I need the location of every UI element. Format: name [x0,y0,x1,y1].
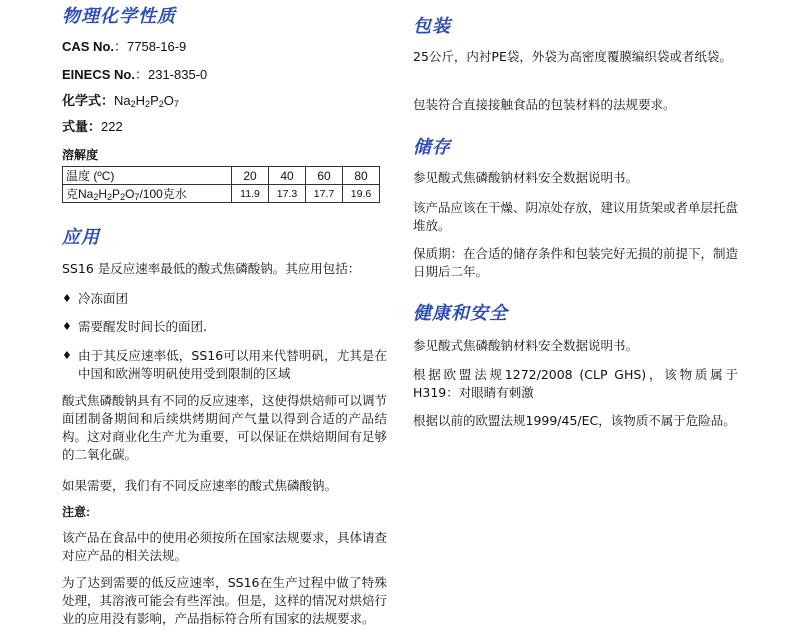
einecs-number-row [62,66,207,85]
einecs-label: EINECS No. [62,67,135,82]
solubility-table [62,166,380,203]
storage-text-1: 参见酸式焦磷酸钠材料安全数据说明书。 [413,170,639,185]
temp-cell: 60 [306,167,343,185]
formula-label: 化学式： [62,93,115,108]
safety-text-1: 参见酸式焦磷酸钠材料安全数据说明书。 [413,338,639,353]
diamond-bullet-icon: ♦ [62,320,72,333]
storage-shelf-life: 保质期：在合适的储存条件和包装完好无损的前提下，制造日期后二年。 [413,246,739,279]
temp-cell: 40 [269,167,306,185]
temp-cell: 20 [232,167,269,185]
heading-applications: 应用 [62,227,100,248]
cas-label: CAS No. [62,39,114,54]
temp-cell: 80 [343,167,380,185]
cas-number-row [62,38,186,57]
diamond-bullet-icon: ♦ [62,349,72,362]
mass-label: 式量： [62,119,102,134]
list-item [62,318,387,336]
mass-value: 222 [101,119,123,134]
safety-text-2: 根据欧盟法规1272/2008 (CLP GHS)，该物质属于H319：对眼睛有刺激 [413,367,738,400]
formula-value: $Na_2H_2P_2O_7$ [114,93,179,109]
diamond-bullet-icon: ♦ [62,292,72,305]
paragraph-reaction-rate: 酸式焦磷酸钠具有不同的反应速率，这使得烘焙师可以调节面团制备期间和后续烘烤期间产气量以得到合适的产品结构。这对商业化生产尤为重要，可以保证在烘焙期间有足够的二氧化碳。 [62,393,388,462]
solubility-title: 溶解度 [62,148,99,162]
cas-separator: ： [114,39,128,54]
heading-packaging: 包装 [413,16,451,37]
table-row [63,167,380,185]
heading-physical-chemical-properties: 物理化学性质 [62,6,176,27]
note-turbidity: 为了达到需要的低反应速率，SS16在生产过程中做了特殊处理，其溶液可能会有些浑浊。但是，这样的情况对烘焙行业的应用没有影响，产品指标符合所有国家的法规要求。 [62,575,388,626]
note-title: 注意: [62,505,90,519]
bullet-text: 冷冻面团 [78,291,129,306]
heading-health-safety: 健康和安全 [413,303,508,324]
packaging-text-1: 25公斤，内衬PE袋，外袋为高密度覆膜编织袋或者纸袋。 [413,49,732,64]
temperature-label-cell: 温度 (ºC) [63,167,232,185]
packaging-text-2: 包装符合直接接触食品的包装材料的法规要求。 [413,97,676,112]
solubility-unit-cell: 克$Na_2H_2P_2O_7/100$克水 [63,185,232,203]
safety-text-3: 根据以前的欧盟法规1999/45/EC，该物质不属于危险品。 [413,413,736,428]
solubility-value-cell: 11.9 [232,185,269,203]
list-item [62,347,387,383]
table-row [63,185,380,203]
application-intro: SS16 是反应速率最低的酸式焦磷酸钠。其应用包括： [62,261,361,276]
list-item [62,290,387,308]
solubility-value-cell: 17.3 [269,185,306,203]
einecs-separator: ： [134,67,148,82]
bullet-text: 需要醒发时间长的面团. [78,319,207,334]
einecs-value: 231-835-0 [147,67,208,82]
cas-value: 7758-16-9 [127,39,187,54]
paragraph-options: 如果需要，我们有不同反应速率的酸式焦磷酸钠。 [62,478,338,493]
solubility-value-cell: 17.7 [306,185,343,203]
heading-storage: 储存 [413,137,451,158]
note-regulation: 该产品在食品中的使用必须按所在国家法规要求，具体请查对应产品的相关法规。 [62,530,388,563]
bullet-text: 由于其反应速率低，SS16可以用来代替明矾，尤其是在中国和欧洲等明矾使用受到限制的区域 [78,348,387,381]
formula-row [62,92,179,113]
formula-mass-row [62,118,123,137]
solubility-value-cell: 19.6 [343,185,380,203]
storage-text-2: 该产品应该在干燥、阴凉处存放，建议用货架或者单层托盘堆放。 [413,200,739,233]
